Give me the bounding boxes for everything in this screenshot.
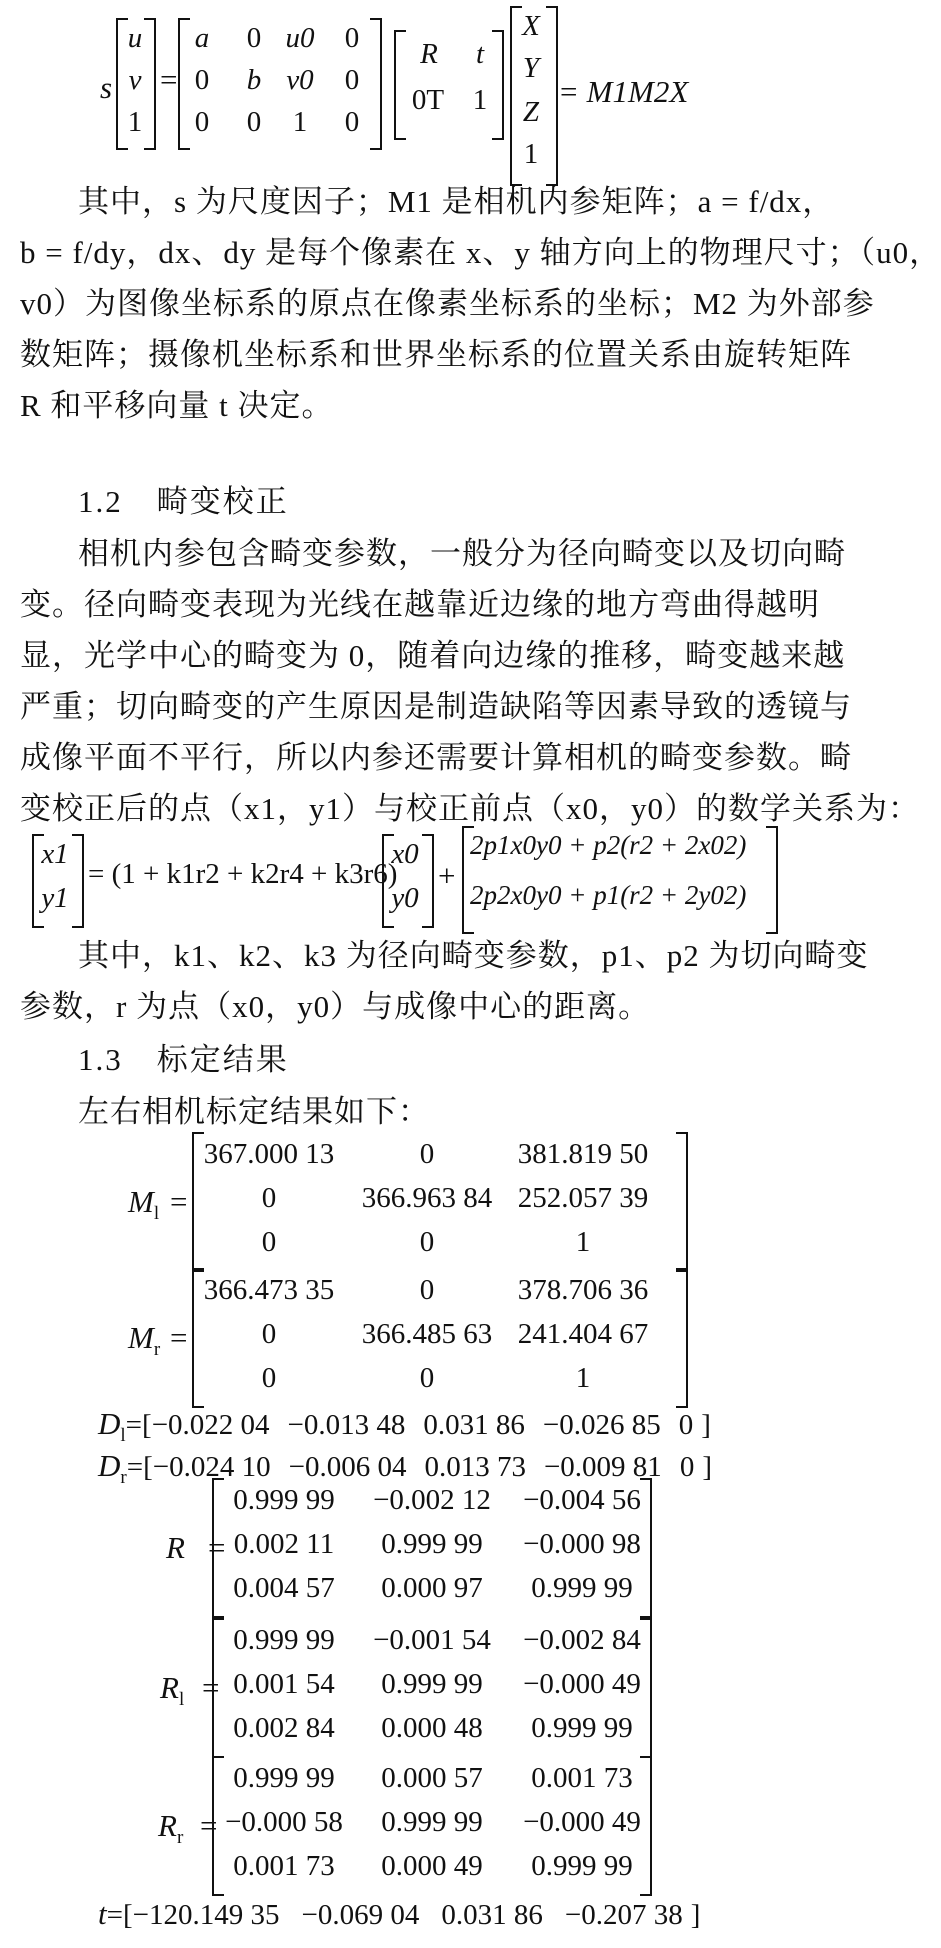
vector-label: t [98, 1896, 107, 1931]
vector-row [98, 1896, 700, 1932]
matrix-cell: 1 [575, 1226, 591, 1258]
vector-value: 0.031 86 [423, 1409, 525, 1441]
paragraph-3 [20, 930, 869, 1032]
paragraph-1 [20, 176, 941, 431]
vector-value: 0.031 86 [441, 1899, 543, 1931]
vector-open: =[ [126, 1451, 153, 1483]
equals-sign: = [202, 1670, 220, 1705]
matrix-cell: 0 [246, 22, 262, 54]
matrix-cell: 0.000 97 [381, 1572, 483, 1604]
vector-value: −0.022 04 [151, 1409, 270, 1441]
matrix-cell: 0 [344, 22, 360, 54]
vector-label-sub: l [120, 1425, 126, 1447]
vector-value: −0.024 10 [152, 1451, 271, 1483]
vector-value: −0.026 85 [542, 1409, 661, 1441]
vector-label: $D_r$ [98, 1448, 127, 1489]
matrix-label-sub: r [153, 1339, 161, 1361]
section-title: 标定结果 [156, 1042, 289, 1077]
matrix-cell: 0 [261, 1182, 277, 1214]
matrix-cell: 0.000 49 [381, 1850, 483, 1882]
matrix-cell: v0 [286, 64, 314, 96]
vector-open: =[ [125, 1409, 152, 1441]
paragraph-line: 其中，k1、k2、k3 为径向畸变参数，p1、p2 为切向畸变 [78, 938, 869, 973]
matrix-cell: −0.001 54 [373, 1624, 491, 1656]
matrix-label-sub: l [178, 1689, 185, 1711]
section-heading [78, 1034, 289, 1085]
matrix-label: $R_l$ [160, 1670, 185, 1711]
tangential-row-1: 2p1x0y0 + p2(r2 + 2x02) [470, 830, 747, 860]
paragraph-line: b = f/dy，dx、dy 是每个像素在 x、y 轴方向上的物理尺寸；（u0， [20, 235, 941, 270]
paragraph-line: v0）为图像坐标系的原点在像素坐标系的坐标；M2 为外部参 [20, 286, 875, 321]
vector-open: =[ [106, 1899, 133, 1931]
paragraph-4 [20, 1086, 780, 1137]
paragraph-line: 变。径向畸变表现为光线在越靠近边缘的地方弯曲得越明 [20, 587, 820, 622]
matrix-cell: 0.001 54 [233, 1668, 335, 1700]
equals-sign: = [170, 1184, 188, 1219]
vector-close: ] [690, 1899, 701, 1931]
matrix-cell: 366.963 84 [361, 1182, 493, 1214]
matrix-cell: −0.000 49 [523, 1668, 641, 1700]
matrix-cell: 0 [246, 106, 262, 138]
matrix-cell: 0.999 99 [531, 1572, 633, 1604]
matrix-cell: 0.999 99 [381, 1668, 483, 1700]
vector-close: ] [702, 1451, 712, 1483]
vector-value: 0 [678, 1409, 694, 1441]
bracket-right [676, 1132, 688, 1272]
matrix-cell: −0.000 98 [523, 1528, 641, 1560]
equals-sign: = [200, 1808, 218, 1843]
scale-s: s [100, 70, 113, 105]
bracket-right [422, 834, 434, 928]
section-number: 1.3 [78, 1042, 123, 1077]
vector-label-sub: r [120, 1467, 127, 1489]
matrix-cell: 241.404 67 [517, 1318, 649, 1350]
ext-1: 1 [472, 84, 488, 116]
paragraph-line: 数矩阵；摄像机坐标系和世界坐标系的位置关系由旋转矩阵 [20, 337, 852, 372]
bracket-right [370, 18, 382, 150]
bracket-right [144, 18, 156, 150]
matrix-cell: 0.999 99 [233, 1484, 335, 1516]
vector-value: −0.006 04 [288, 1451, 407, 1483]
bracket-right [72, 834, 84, 928]
paragraph-2 [20, 528, 920, 834]
matrix-cell: 367.000 13 [203, 1138, 335, 1170]
vector-value: −0.207 38 [564, 1899, 683, 1931]
matrix-cell: −0.000 49 [523, 1806, 641, 1838]
matrix-cell: 0 [419, 1138, 435, 1170]
bracket-right [766, 826, 778, 934]
matrix-cell: −0.000 58 [225, 1806, 343, 1838]
vec-x1: x1 [41, 838, 69, 870]
matrix-cell: −0.002 12 [373, 1484, 491, 1516]
tangential-row-2: 2p2x0y0 + p1(r2 + 2y02) [470, 880, 747, 910]
vec-y0: y0 [391, 882, 419, 914]
matrix-cell: 0.999 99 [381, 1528, 483, 1560]
formula-rhs: = M1M2X [558, 74, 689, 109]
vec-Z: Z [522, 96, 540, 128]
matrix-label-sub: r [176, 1827, 184, 1849]
matrix-cell: 0 [261, 1362, 277, 1394]
matrix-cell: 0.999 99 [233, 1624, 335, 1656]
matrix-cell: 0.001 73 [531, 1762, 633, 1794]
ext-R: R [420, 38, 438, 70]
bracket-right [492, 30, 504, 140]
equals-sign: = [208, 1530, 226, 1565]
matrix-cell: 0 [194, 64, 210, 96]
matrix-cell: 0 [344, 106, 360, 138]
matrix-cell: 0.999 99 [233, 1762, 335, 1794]
matrix-cell: 0 [344, 64, 360, 96]
matrix-cell: 0.004 57 [233, 1572, 335, 1604]
vec-u: u [127, 22, 143, 54]
vec-y1: y1 [41, 882, 69, 914]
paragraph-line: 相机内参包含畸变参数，一般分为径向畸变以及切向畸 [78, 536, 846, 571]
vector-value: −0.009 81 [543, 1451, 662, 1483]
vector-label: $D_l$ [98, 1406, 126, 1447]
bracket-right [546, 6, 558, 186]
paragraph-line: 参数，r 为点（x0，y0）与成像中心的距离。 [20, 989, 651, 1024]
matrix-cell: 366.485 63 [361, 1318, 493, 1350]
plus-sign: + [438, 858, 456, 893]
matrix-cell: 0.999 99 [531, 1850, 633, 1882]
matrix-cell: 378.706 36 [517, 1274, 649, 1306]
vector-row [98, 1448, 712, 1489]
matrix-cell: a [194, 22, 210, 54]
equals-sign: = [160, 62, 178, 97]
matrix-cell: 0.002 84 [233, 1712, 335, 1744]
matrix-cell: 366.473 35 [203, 1274, 335, 1306]
vec-x0: x0 [391, 838, 419, 870]
matrix-cell: −0.004 56 [523, 1484, 641, 1516]
vector-value: 0.013 73 [424, 1451, 526, 1483]
bracket-right [676, 1268, 688, 1408]
vector-value: −0.069 04 [301, 1899, 420, 1931]
matrix-cell: −0.002 84 [523, 1624, 641, 1656]
matrix-cell: 0 [261, 1226, 277, 1258]
matrix-cell: 0 [419, 1226, 435, 1258]
matrix-cell: 0.999 99 [531, 1712, 633, 1744]
vec-Y: Y [522, 52, 540, 84]
matrix-label: R [166, 1530, 185, 1565]
ext-t: t [475, 38, 485, 70]
equals-sign: = [170, 1320, 188, 1355]
ext-0T: 0T [411, 84, 445, 116]
vector-value: −120.149 35 [132, 1899, 280, 1931]
vector-value: 0 [679, 1451, 695, 1483]
matrix-cell: 0 [419, 1274, 435, 1306]
vector-row [98, 1406, 711, 1447]
paragraph-line: 严重；切向畸变的产生原因是制造缺陷等因素导致的透镜与 [20, 689, 852, 724]
paragraph-line: 显，光学中心的畸变为 0，随着向边缘的推移，畸变越来越 [20, 638, 846, 673]
paragraph-line: 左右相机标定结果如下： [78, 1094, 430, 1129]
section-title: 畸变校正 [156, 484, 289, 519]
matrix-cell: 0.001 73 [233, 1850, 335, 1882]
matrix-cell: 0 [419, 1362, 435, 1394]
section-heading [78, 476, 289, 527]
section-number: 1.2 [78, 484, 123, 519]
vec-v: v [128, 64, 142, 96]
matrix-cell: 1 [292, 106, 308, 138]
matrix-cell: b [246, 64, 262, 96]
matrix-cell: 0.002 11 [233, 1528, 335, 1560]
matrix-label: $R_r$ [158, 1808, 184, 1849]
matrix-label: $M_l$ [128, 1184, 160, 1225]
matrix-cell: 0.000 57 [381, 1762, 483, 1794]
paragraph-line: 其中，s 为尺度因子；M1 是相机内参矩阵；a = f/dx， [78, 184, 835, 219]
vector-value: −0.013 48 [287, 1409, 406, 1441]
matrix-cell: 0.999 99 [381, 1806, 483, 1838]
matrix-cell: u0 [285, 22, 315, 54]
bracket-left [394, 30, 406, 140]
vec-1: 1 [127, 106, 143, 138]
matrix-cell: 252.057 39 [517, 1182, 649, 1214]
matrix-label: $M_r$ [128, 1320, 161, 1361]
matrix-label-sub: l [153, 1203, 160, 1225]
matrix-cell: 1 [575, 1362, 591, 1394]
vec-1: 1 [523, 138, 539, 170]
matrix-cell: 0 [194, 106, 210, 138]
distortion-factor: = (1 + k1r2 + k2r4 + k3r6) [88, 858, 398, 890]
matrix-cell: 381.819 50 [517, 1138, 649, 1170]
paragraph-line: R 和平移向量 t 决定。 [20, 388, 334, 423]
vec-X: X [522, 10, 540, 42]
matrix-cell: 0.000 48 [381, 1712, 483, 1744]
vector-close: ] [701, 1409, 711, 1441]
paragraph-line: 成像平面不平行，所以内参还需要计算相机的畸变参数。畸 [20, 740, 852, 775]
paragraph-line: 变校正后的点（x1，y1）与校正前点（x0，y0）的数学关系为： [20, 791, 920, 826]
matrix-cell: 0 [261, 1318, 277, 1350]
